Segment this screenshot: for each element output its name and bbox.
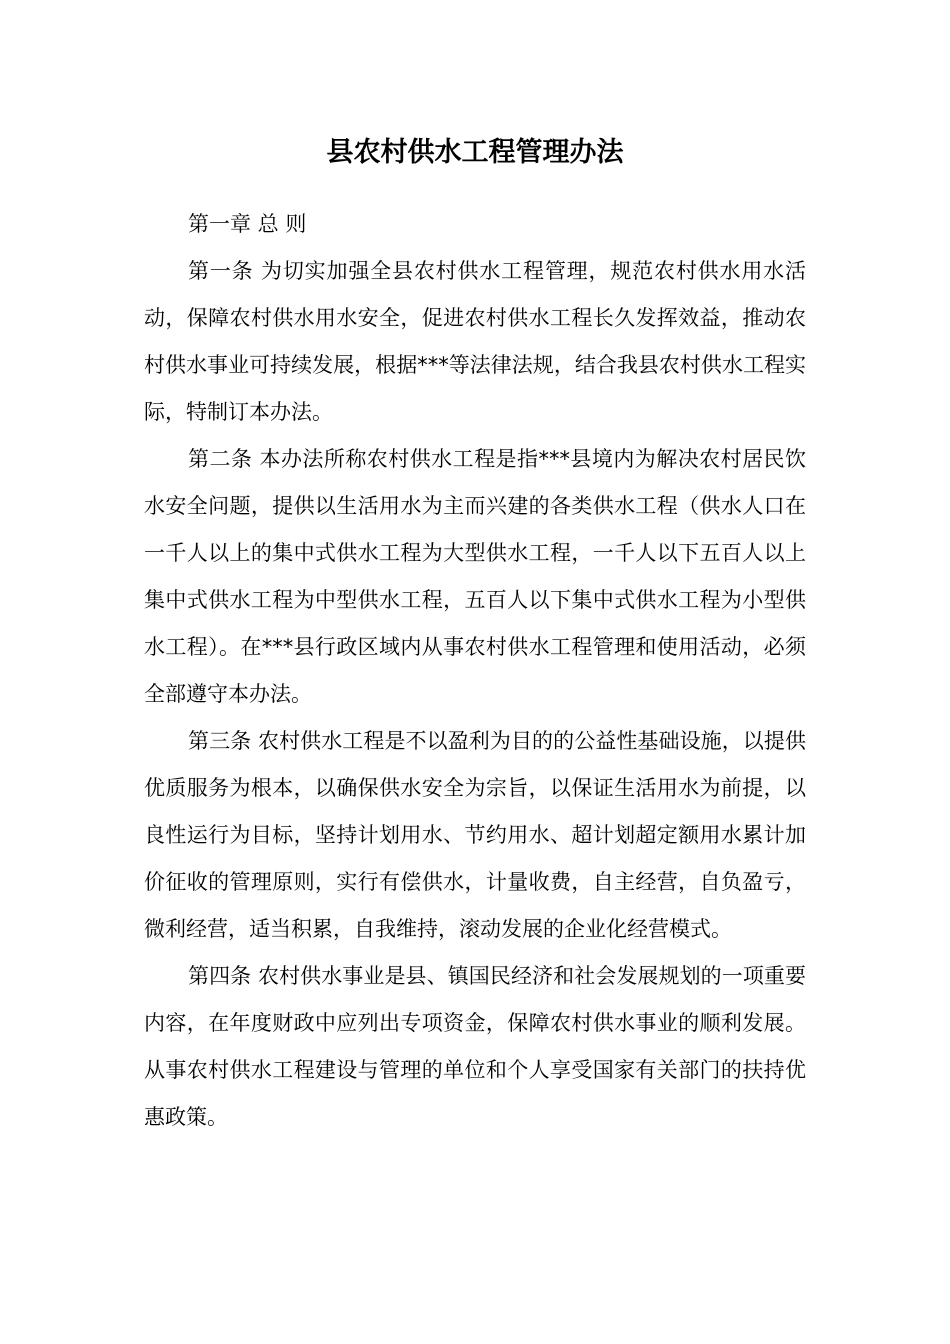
chapter-heading: 第一章 总 则	[188, 212, 307, 236]
article-4: 第四条 农村供水事业是县、镇国民经济和社会发展规划的一项重要内容，在年度财政中应列出专项资金，保障农村供水事业的顺利发展。从事农村供水工程建设与管理的单位和个人享受国家有关部门的扶持优惠政策。	[144, 964, 806, 1129]
document-body	[144, 201, 806, 1141]
article-1: 第一条 为切实加强全县农村供水工程管理，规范农村供水用水活动，保障农村供水用水安全，促进农村供水工程长久发挥效益，推动农村供水事业可持续发展，根据***等法律法规，结合我县农村供水工程实际，特制订本办法。	[144, 259, 806, 424]
article-2: 第二条 本办法所称农村供水工程是指***县境内为解决农村居民饮水安全问题，提供以生活用水为主而兴建的各类供水工程（供水人口在一千人以上的集中式供水工程为大型供水工程，一千人以下五百人以上集中式供水工程为中型供水工程，五百人以下集中式供水工程为小型供水工程）。在***县行政区域内从事农村供水工程管理和使用活动，必须全部遵守本办法。	[144, 447, 806, 706]
article-3: 第三条 农村供水工程是不以盈利为目的的公益性基础设施，以提供优质服务为根本，以确保供水安全为宗旨，以保证生活用水为前提，以良性运行为目标，坚持计划用水、节约用水、超计划超定额用水累计加价征收的管理原则，实行有偿供水，计量收费，自主经营，自负盈亏，微利经营，适当积累，自我维持，滚动发展的企业化经营模式。	[144, 729, 806, 941]
document-title: 县农村供水工程管理办法	[326, 137, 624, 168]
